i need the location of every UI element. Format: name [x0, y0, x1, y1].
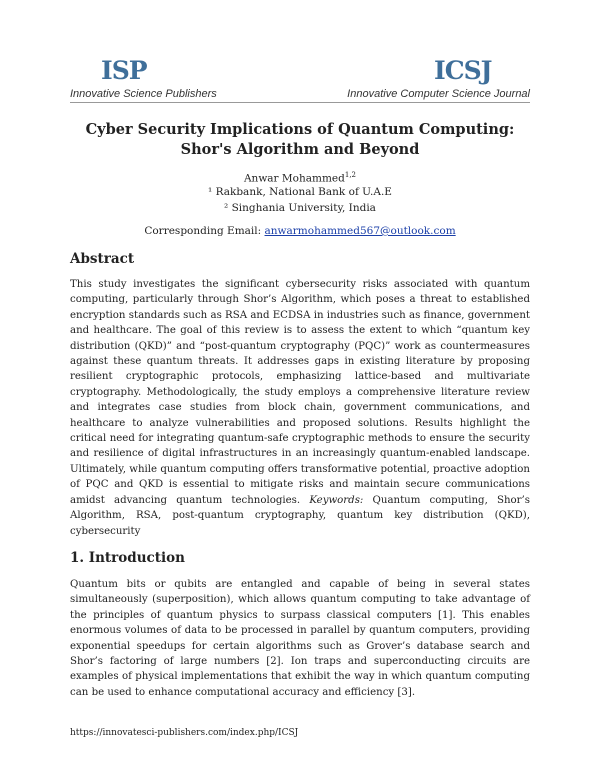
page-header: [0, 0, 600, 105]
header-divider: [70, 102, 530, 103]
publisher-name: Innovative Science Publishers: [70, 88, 217, 100]
abstract-text: This study investigates the significant cybersecurity risks associated with quantum computing, particularly through Shor’s Algorithm, which poses a threat to established encryption standards such as RSA and ECDSA in industries such as finance, government and healthcare. The goal of this review is to assess the extent to which “quantum key distribution (QKD)” and “post-quantum cryptography (PQC)” work as countermeasures against these quantum threats. It addresses gaps in existing literature by proposing resilient cryptographic protocols, emphasizing lattice-based and multivariate cryptography. Methodologically, the study employs a comprehensive literature review and integrates case studies from block chain, government communications, and healthcare to analyze vulnerabilities and proposed solutions. Results highlight the critical need for integrating quantum-safe cryptographic methods to ensure the security and resilience of digital infrastructures in an increasingly quantum-enabled landscape. Ultimately, while quantum computing offers transformative potential, proactive adoption of PQC and QKD is essential to mitigate risks and maintain secure communications amidst advancing quantum technologies.: [70, 279, 530, 506]
title-line-1: Cyber Security Implications of Quantum Computing:: [85, 121, 515, 138]
keywords-text: Quantum computing, Shor’s Algorithm, RSA, post-quantum cryptography, quantum key distribution (QKD), cybersecurity: [70, 494, 530, 537]
paper-title: [60, 120, 540, 160]
footer-url[interactable]: https://innovatesci-publishers.com/index.php/ICSJ: [70, 728, 299, 738]
author-name-text: Anwar Mohammed: [243, 172, 345, 185]
icsj-logo: [434, 56, 491, 85]
author-name: [60, 171, 540, 185]
author-superscript: 1,2: [344, 171, 357, 179]
corresponding-email: [60, 225, 540, 237]
abstract-body: [70, 277, 530, 539]
affiliation-2: ² Singhania University, India: [224, 202, 376, 214]
title-line-2: Shor's Algorithm and Beyond: [180, 141, 420, 158]
introduction-heading: 1. Introduction: [70, 550, 185, 566]
affiliation-1: ¹ Rakbank, National Bank of U.A.E: [208, 186, 392, 198]
corresponding-label: Corresponding Email:: [144, 225, 265, 237]
keywords-label: Keywords:: [309, 494, 364, 506]
email-link[interactable]: anwarmohammed567@outlook.com: [264, 225, 456, 237]
isp-logo-text: ISP: [101, 56, 147, 85]
icsj-logo-text: ICSJ: [434, 56, 492, 85]
isp-logo: [101, 56, 147, 85]
introduction-body: Quantum bits or qubits are entangled and capable of being in several states simultaneously (superposition), which allows quantum computing to take advantage of the principles of quantum physics to surpass classical computers [1]. This enables enormous volumes of data to be processed in parallel by quantum computers, providing exponential speedups for certain algorithms such as Grover’s database search and Shor’s factoring of large numbers [2]. Ion traps and superconducting circuits are examples of physical implementations that exhibit the way in which quantum computing can be used to enhance computational accuracy and efficiency [3].: [70, 579, 530, 698]
abstract-heading: Abstract: [70, 251, 135, 267]
journal-name: Innovative Computer Science Journal: [347, 88, 530, 100]
